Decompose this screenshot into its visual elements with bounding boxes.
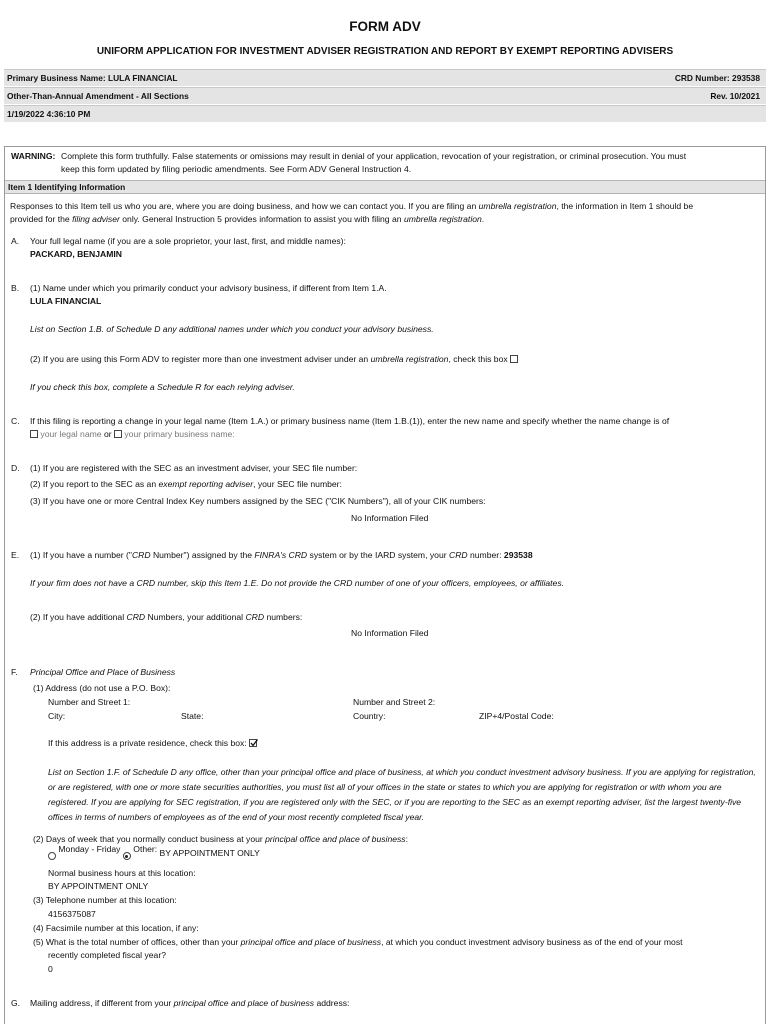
business-name-option-label: your primary business name: bbox=[124, 429, 235, 439]
header-row-amendment bbox=[4, 87, 766, 104]
item-d-letter: D. bbox=[11, 463, 20, 473]
header-row-business bbox=[4, 69, 766, 86]
cik-numbers-value: No Information Filed bbox=[351, 513, 429, 523]
crd-number: CRD Number: 293538 bbox=[674, 73, 760, 83]
item-e-letter: E. bbox=[11, 550, 20, 560]
item-f-question-3: (3) Telephone number at this location: bbox=[33, 895, 177, 905]
item-f-note: List on Section 1.F. of Schedule D any office, other than your principal office and place of business, at which you conduct investment advisory business. If you are applying for registration, or are registered, with one or more state securities authorities, you must list all of your offices in the state or states to which you are applying for registration or with whom you are registered. If you are applying for SEC registration, if you are registered only with the SEC, or if you are reporting to the SEC as an exempt reporting adviser, list the largest twenty-five offices in terms of numbers of employees as of the end of your most recently completed fiscal year. bbox=[48, 767, 756, 822]
item-c-letter: C. bbox=[11, 416, 20, 426]
legal-name-option-label: your legal name bbox=[40, 429, 102, 439]
business-name-change-checkbox[interactable] bbox=[114, 430, 122, 438]
city-label: City: bbox=[48, 711, 66, 721]
warning-line-1: Complete this form truthfully. False statements or omissions may result in denial of your application, revocation of your registration, or criminal prosecution. You must bbox=[61, 151, 687, 161]
item1-intro-line-2: provided for the filing adviser only. General Instruction 5 provides information to assist you with filing an umbrella registration. bbox=[10, 214, 485, 224]
item-c-question: If this filing is reporting a change in your legal name (Item 1.A.) or primary business name (Item 1.B.(1)), enter the new name and specify whether the name change is of bbox=[30, 416, 670, 426]
street-2-label: Number and Street 2: bbox=[353, 697, 436, 707]
checkmark-icon bbox=[250, 739, 258, 747]
item-e-question-2: (2) If you have additional CRD Numbers, your additional CRD numbers: bbox=[30, 612, 303, 622]
item-g-letter: G. bbox=[11, 998, 21, 1008]
other-days-value: BY APPOINTMENT ONLY bbox=[159, 848, 260, 858]
business-name-value: LULA FINANCIAL bbox=[30, 296, 102, 306]
form-subtitle: UNIFORM APPLICATION FOR INVESTMENT ADVISER REGISTRATION AND REPORT BY EXEMPT REPORTING ADVISERS bbox=[96, 46, 674, 57]
primary-business-name: Primary Business Name: LULA FINANCIAL bbox=[7, 73, 178, 83]
item-f-heading: Principal Office and Place of Business bbox=[30, 667, 176, 677]
item-f-question-2: (2) Days of week that you normally conduct business at your principal office and place of business: bbox=[33, 834, 408, 844]
item-f-question-5: (5) What is the total number of offices, other than your principal office and place of business, at which you conduct investment advisory business as of the end of your most bbox=[33, 937, 683, 947]
umbrella-registration-checkbox[interactable] bbox=[510, 355, 518, 363]
item-b-note-1: List on Section 1.B. of Schedule D any additional names under which you conduct your advisory business. bbox=[30, 324, 434, 334]
item-f-question-5-line-2: recently completed fiscal year? bbox=[48, 950, 166, 960]
item-b-question-2: (2) If you are using this Form ADV to register more than one investment adviser under an umbrella registration, check this box bbox=[30, 354, 518, 364]
state-label: State: bbox=[181, 711, 204, 721]
additional-crd-value: No Information Filed bbox=[351, 628, 429, 638]
monday-friday-radio[interactable] bbox=[48, 852, 56, 860]
item-d-question-3: (3) If you have one or more Central Index Key numbers assigned by the SEC ("CIK Numbers"), all of your CIK numbers: bbox=[30, 496, 486, 506]
item1-intro-line-1: Responses to this Item tell us who you are, where you are doing business, and how we can contact you. If you are filing an umbrella registration, the information in Item 1 should be bbox=[10, 201, 694, 211]
revision: Rev. 10/2021 bbox=[710, 91, 760, 101]
days-of-week-options bbox=[48, 844, 260, 858]
item-b-letter: B. bbox=[11, 283, 20, 293]
item-f-question-1: (1) Address (do not use a P.O. Box): bbox=[33, 683, 171, 693]
street-1-label: Number and Street 1: bbox=[48, 697, 131, 707]
item-a-question: Your full legal name (if you are a sole proprietor, your last, first, and middle names): bbox=[30, 236, 346, 246]
telephone-value: 4156375087 bbox=[48, 909, 96, 919]
item-g-question: Mailing address, if different from your principal office and place of business address: bbox=[30, 998, 350, 1008]
zip-label: ZIP+4/Postal Code: bbox=[479, 711, 554, 721]
country-label: Country: bbox=[353, 711, 386, 721]
crd-number-value: 293538 bbox=[503, 550, 533, 560]
business-hours-label: Normal business hours at this location: bbox=[48, 868, 196, 878]
private-residence-checkbox[interactable] bbox=[249, 739, 257, 747]
item-d-question-1: (1) If you are registered with the SEC as an investment adviser, your SEC file number: bbox=[30, 463, 358, 473]
item-e-question-1: (1) If you have a number ("CRD Number") assigned by the FINRA's CRD system or by the IARD system, your CRD number: 293538 bbox=[30, 550, 533, 560]
other-days-radio[interactable] bbox=[123, 852, 131, 860]
item1-heading bbox=[5, 180, 765, 194]
item-e-note: If your firm does not have a CRD number, skip this Item 1.E. Do not provide the CRD number of one of your officers, employees, or affiliates. bbox=[30, 578, 565, 588]
other-days-label: Other: bbox=[133, 844, 158, 854]
item1-heading-text: Item 1 Identifying Information bbox=[8, 182, 126, 192]
offices-count-value: 0 bbox=[48, 964, 53, 974]
legal-name-change-checkbox[interactable] bbox=[30, 430, 38, 438]
item-b-note-2: If you check this box, complete a Schedule R for each relying adviser. bbox=[30, 382, 295, 392]
timestamp: 1/19/2022 4:36:10 PM bbox=[7, 109, 91, 119]
private-residence-row: If this address is a private residence, check this box: bbox=[48, 738, 257, 748]
item-b-question-1: (1) Name under which you primarily conduct your advisory business, if different from Item 1.A. bbox=[30, 283, 387, 293]
business-hours-value: BY APPOINTMENT ONLY bbox=[48, 881, 149, 891]
legal-name-value: PACKARD, BENJAMIN bbox=[30, 249, 122, 259]
amendment-type: Other-Than-Annual Amendment - All Sections bbox=[7, 91, 189, 101]
item-a-letter: A. bbox=[11, 236, 20, 246]
item-f-question-4: (4) Facsimile number at this location, if any: bbox=[33, 923, 199, 933]
form-title: FORM ADV bbox=[349, 19, 421, 34]
header-row-timestamp bbox=[4, 105, 766, 122]
item-c-options: your legal name or your primary business name: bbox=[30, 429, 235, 439]
warning-line-2: keep this form updated by filing periodic amendments. See Form ADV General Instruction 4. bbox=[61, 164, 412, 174]
warning-label: WARNING: bbox=[11, 151, 56, 161]
item-f-letter: F. bbox=[11, 667, 18, 677]
item-d-question-2: (2) If you report to the SEC as an exempt reporting adviser, your SEC file number: bbox=[30, 479, 342, 489]
monday-friday-label: Monday - Friday bbox=[58, 844, 121, 854]
